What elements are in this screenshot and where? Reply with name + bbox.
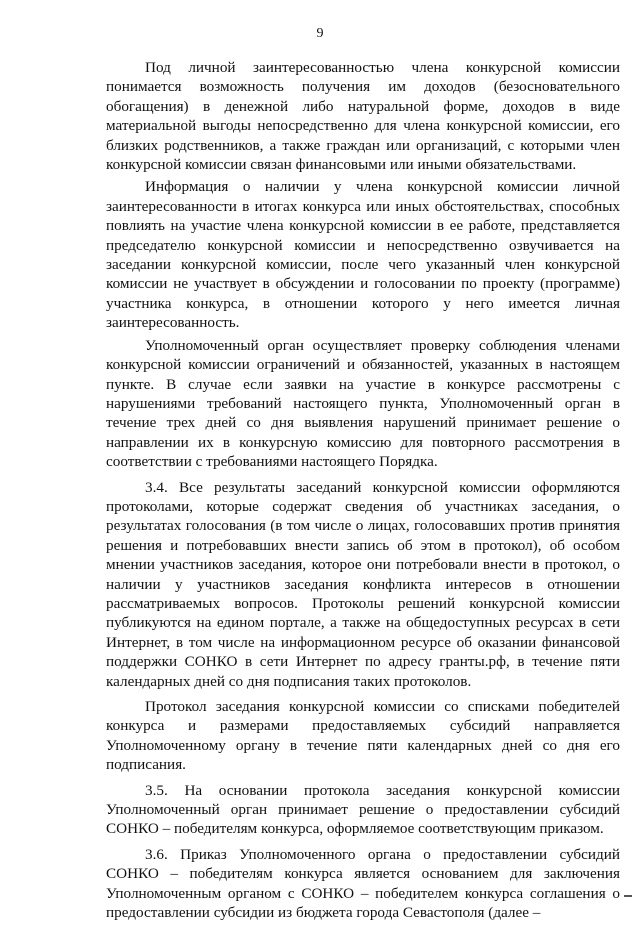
paragraph-3-5-decision: 3.5. На основании протокола заседания конкурсной комиссии Уполномоченный орган принимает решение о предоставлении субсидий СОНКО – победителям конкурса, оформляемое соответствующим приказом.	[106, 781, 620, 838]
paragraph-personal-interest-disclosure: Информация о наличии у члена конкурсной комиссии личной заинтересованности в итогах конкурса или иных обстоятельствах, способных повлиять на участие члена конкурсной комиссии в ее работе, представляется председателю конкурсной комиссии и непосредственно озвучивается на заседании конкурсной комиссии, после чего указанный член конкурсной комиссии не участвует в обсуждении и голосовании по проекту (программе) участника конкурса, в отношении которого у него имеется личная заинтересованность.	[106, 178, 620, 332]
paragraph-3-4-protocols: 3.4. Все результаты заседаний конкурсной комиссии оформляются протоколами, которые содержат сведения об участниках заседания, о результатах голосования (в том числе о лицах, голосовавших против принятия решения и потребовавших внести запись об этом в протокол), об особом мнении участников заседания, которое они потребовали внести в протокол, о наличии у участников заседания конфликта интересов в отношении рассматриваемых вопросов. Протоколы решений конкурсной комиссии публикуются на едином портале, а также на общедоступных ресурсах в сети Интернет, в том числе на информационном ресурсе об оказании финансовой поддержки СОНКО в сети Интернет по адресу гранты.рф, в течение пяти календарных дней со дня подписания таких протоколов.	[106, 478, 620, 690]
paragraph-3-6-order: 3.6. Приказ Уполномоченного органа о предоставлении субсидий СОНКО – победителям конкурса является основанием для заключения Уполномоченным органом с СОНКО – победителем конкурса соглашения о предоставлении субсидии из бюджета города Севастополя (далее –	[106, 845, 620, 922]
page-number: 9	[316, 26, 324, 41]
paragraph-protocol-winners: Протокол заседания конкурсной комиссии со списками победителей конкурса и размерами предоставляемых субсидий направляется Уполномоченному органу в течение пяти календарных дней со дня его подписания.	[106, 698, 620, 774]
paragraph-compliance-check: Уполномоченный орган осуществляет проверку соблюдения членами конкурсной комиссии ограничений и обязанностей, указанных в настоящем пункте. В случае если заявки на участие в конкурсе рассмотрены с нарушениями требований настоящего пункта, Уполномоченный орган в течение трех дней со дня выявления нарушений принимает решение о направлении их в конкурсную комиссию для повторного рассмотрения в соответствии с требованиями настоящего Порядка.	[106, 336, 620, 471]
document-body	[106, 58, 620, 925]
paragraph-personal-interest-definition: Под личной заинтересованностью члена конкурсной комиссии понимается возможность получения им доходов (безосновательного обогащения) в денежной либо натуральной форме, доходов в виде материальной выгоды непосредственно для члена конкурсной комиссии, его близких родственников, а также граждан или организаций, с которыми член конкурсной комиссии связан финансовыми или иными обязательствами.	[106, 59, 620, 174]
scan-corner-mark	[624, 895, 632, 897]
